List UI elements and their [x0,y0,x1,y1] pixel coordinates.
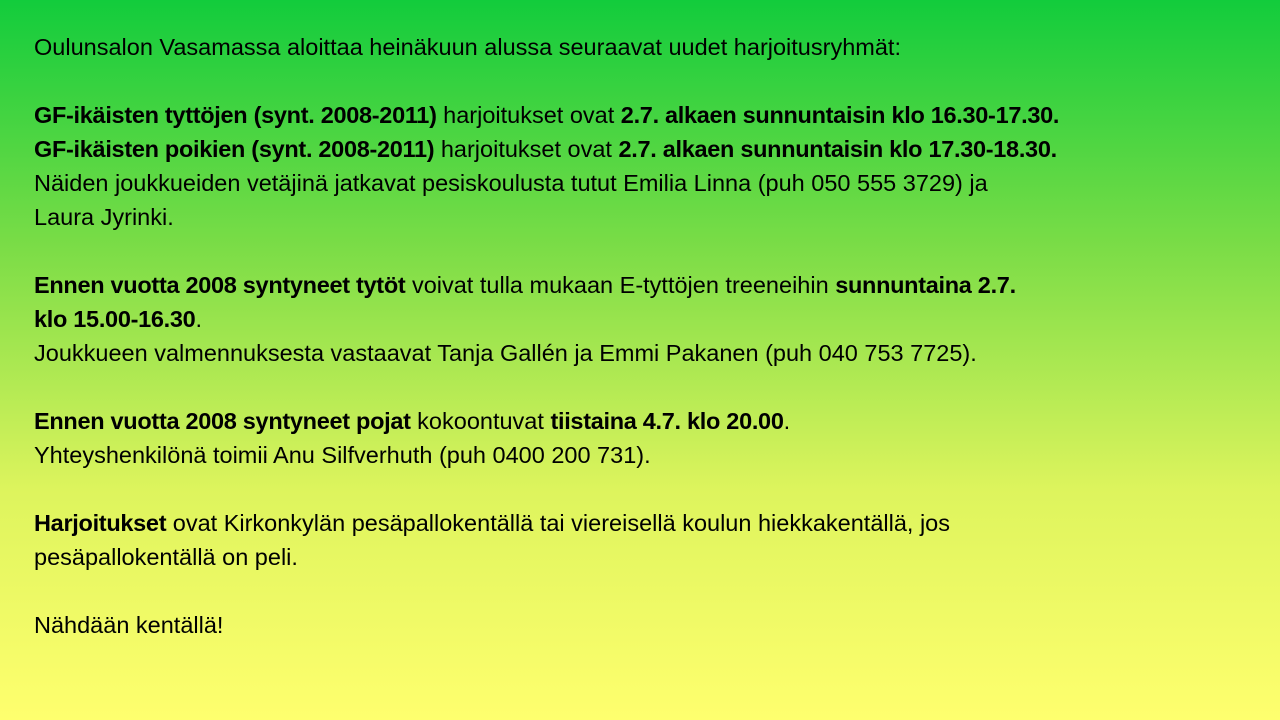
closing-text: Nähdään kentällä! [34,612,224,638]
boys-older-paragraph [34,404,1256,472]
gf-leaders-line-2: Laura Jyrinki. [34,204,174,230]
location-paragraph [34,506,1256,574]
location-line-1 [34,506,1256,540]
spacer [34,574,1256,608]
gf-boys-group: GF-ikäisten poikien (synt. 2008-2011) [34,136,435,162]
boys-older-group: Ennen vuotta 2008 syntyneet pojat [34,408,411,434]
gf-leaders-line-1: Näiden joukkueiden vetäjinä jatkavat pesiskoulusta tutut Emilia Linna (puh 050 555 3729) ja [34,170,988,196]
boys-older-text: kokoontuvat [410,408,551,434]
girls-older-day: sunnuntaina 2.7. [835,272,1016,298]
spacer [34,64,1256,98]
boys-older-period: . [783,408,791,434]
girls-older-period: . [195,306,202,332]
intro-line: Oulunsalon Vasamassa aloittaa heinäkuun alussa seuraavat uudet harjoitusryhmät: [34,34,901,60]
girls-older-line-1 [34,268,1256,302]
girls-older-line-2 [34,302,1256,336]
gf-girls-group: GF-ikäisten tyttöjen (synt. 2008-2011) [34,102,437,128]
boys-older-line-1 [34,404,1256,438]
boys-older-contact: Yhteyshenkilönä toimii Anu Silfverhuth (puh 0400 200 731). [34,442,651,468]
gf-boys-text: harjoitukset ovat [434,136,619,162]
girls-older-coach: Joukkueen valmennuksesta vastaavat Tanja Gallén ja Emmi Pakanen (puh 040 753 7725). [34,340,977,366]
gf-boys-schedule: 2.7. alkaen sunnuntaisin klo 17.30-18.30. [618,136,1057,162]
girls-older-time: klo 15.00-16.30 [34,306,196,332]
intro-text [34,30,1256,64]
boys-older-time: tiistaina 4.7. klo 20.00 [550,408,784,434]
spacer [34,472,1256,506]
closing-paragraph [34,608,1256,642]
gf-girls-schedule: 2.7. alkaen sunnuntaisin klo 16.30-17.30. [620,102,1060,128]
girls-older-paragraph [34,268,1256,370]
location-line-2: pesäpallokentällä on peli. [34,544,298,570]
gf-girls-paragraph [34,98,1256,234]
girls-older-group: Ennen vuotta 2008 syntyneet tytöt [34,272,406,298]
spacer [34,234,1256,268]
gf-boys-line [34,132,1256,166]
location-label: Harjoitukset [34,510,167,536]
gf-girls-line [34,98,1256,132]
gf-girls-text: harjoitukset ovat [436,102,621,128]
location-text: ovat Kirkonkylän pesäpallokentällä tai viereisellä koulun hiekkakentällä, jos [166,510,951,536]
spacer [34,370,1256,404]
girls-older-text: voivat tulla mukaan E-tyttöjen treeneihin [405,272,836,298]
